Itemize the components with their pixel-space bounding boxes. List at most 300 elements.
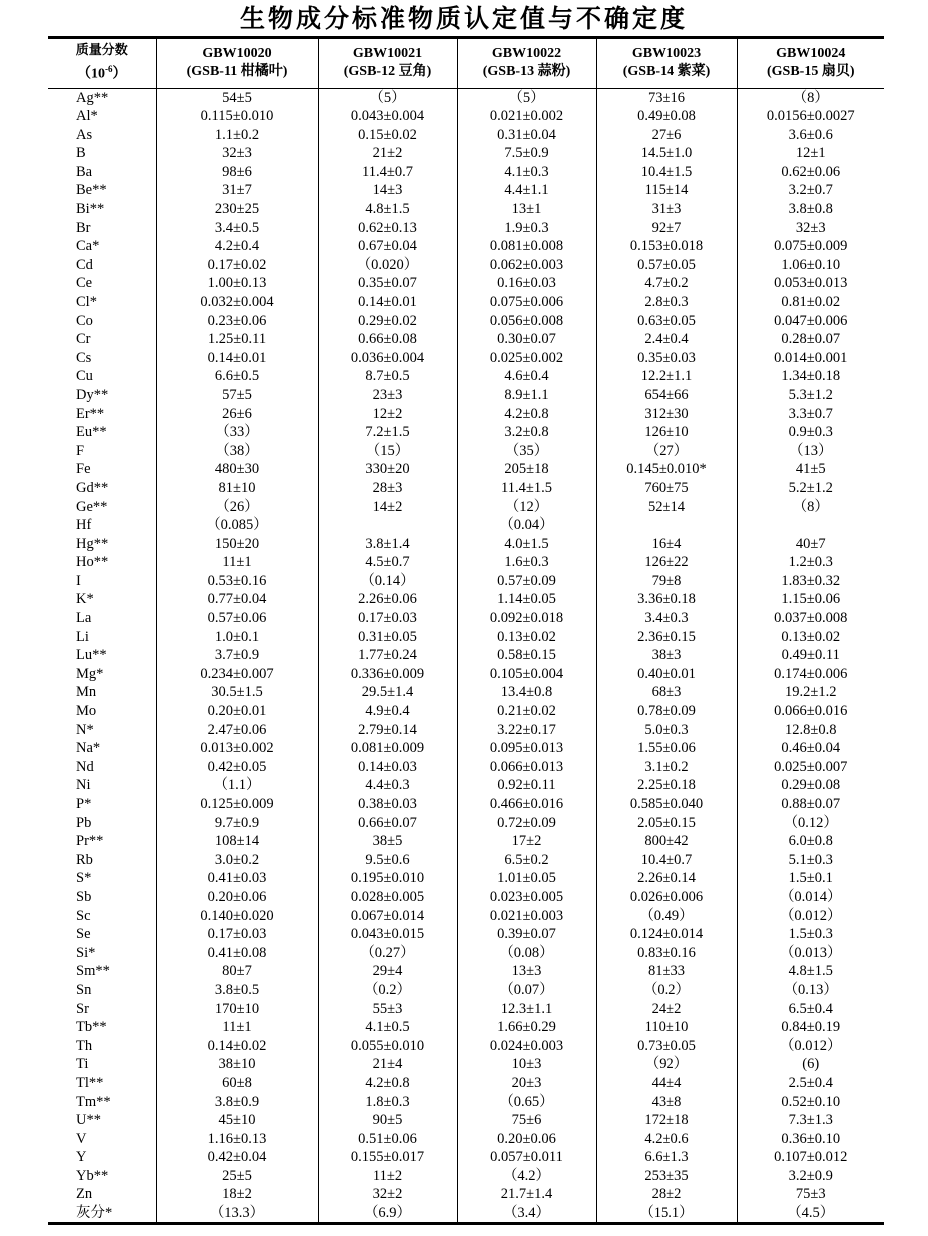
gbw10020-cell: 3.0±0.2: [156, 851, 318, 870]
gbw10022-cell: 1.01±0.05: [457, 869, 596, 888]
gbw10021-cell: 3.8±1.4: [318, 534, 457, 553]
table-row: [48, 218, 884, 237]
gbw10024-cell: （13）: [737, 441, 884, 460]
gbw10020-cell: 0.20±0.01: [156, 702, 318, 721]
gbw10024-cell: 0.9±0.3: [737, 423, 884, 442]
gbw10021-cell: 11±2: [318, 1167, 457, 1186]
table-row: [48, 758, 884, 777]
table-row: [48, 441, 884, 460]
gbw10020-cell: 3.8±0.5: [156, 981, 318, 1000]
gbw10021-cell: 55±3: [318, 999, 457, 1018]
gbw10023-cell: （0.49）: [596, 906, 737, 925]
element-cell: Be**: [76, 182, 107, 199]
gbw10021-cell: [318, 516, 457, 535]
gbw10020-cell: 26±6: [156, 404, 318, 423]
gbw10020-cell: 1.00±0.13: [156, 274, 318, 293]
gbw10023-cell: 110±10: [596, 1018, 737, 1037]
gbw10022-cell: 0.13±0.02: [457, 627, 596, 646]
table-row: [48, 311, 884, 330]
gbw10021-cell: 0.62±0.13: [318, 218, 457, 237]
element-cell: Ag**: [76, 89, 109, 106]
gbw10022-cell: 10±3: [457, 1055, 596, 1074]
gbw10022-cell: 0.31±0.04: [457, 125, 596, 144]
header-gbw10020: [156, 38, 318, 89]
gbw10023-cell: 0.63±0.05: [596, 311, 737, 330]
gbw10021-cell: 2.26±0.06: [318, 590, 457, 609]
element-cell: Rb: [76, 851, 93, 868]
gbw10022-cell: 0.075±0.006: [457, 293, 596, 312]
gbw10021-cell: 4.5±0.7: [318, 553, 457, 572]
element-cell: Er**: [76, 405, 105, 422]
gbw10021-cell: 29.5±1.4: [318, 683, 457, 702]
gbw10023-cell: 4.2±0.6: [596, 1129, 737, 1148]
table-row: [48, 348, 884, 367]
element-cell: Pr**: [76, 833, 104, 850]
table-row: [48, 720, 884, 739]
gbw10021-cell: 38±5: [318, 832, 457, 851]
gbw10022-cell: 0.92±0.11: [457, 776, 596, 795]
gbw10020-cell: 0.140±0.020: [156, 906, 318, 925]
gbw10024-cell: 1.83±0.32: [737, 572, 884, 591]
gbw10024-cell: （0.014）: [737, 888, 884, 907]
gbw10024-cell: 4.8±1.5: [737, 962, 884, 981]
element-cell: Mo: [76, 703, 97, 720]
gbw10024-cell: 0.36±0.10: [737, 1129, 884, 1148]
table-row: [48, 1185, 884, 1204]
gbw10024-cell: 1.5±0.1: [737, 869, 884, 888]
gbw10020-cell: 0.234±0.007: [156, 665, 318, 684]
element-cell: Sc: [76, 907, 91, 924]
table-row: [48, 516, 884, 535]
element-cell: Cu: [76, 368, 93, 385]
gbw10022-cell: 4.2±0.8: [457, 404, 596, 423]
table-row: [48, 1129, 884, 1148]
gbw10022-cell: （0.07）: [457, 981, 596, 1000]
header-gbw10024: [737, 38, 884, 89]
gbw10022-cell: 0.024±0.003: [457, 1036, 596, 1055]
gbw10020-cell: （33）: [156, 423, 318, 442]
gbw10020-cell: 30.5±1.5: [156, 683, 318, 702]
gbw10024-cell: 0.107±0.012: [737, 1148, 884, 1167]
gbw10020-cell: 0.17±0.03: [156, 925, 318, 944]
table-body: [48, 88, 884, 1223]
table-row: [48, 163, 884, 182]
gbw10023-cell: 0.124±0.014: [596, 925, 737, 944]
element-cell: Se: [76, 926, 91, 943]
gbw10020-cell: 45±10: [156, 1111, 318, 1130]
header-sub: (GSB-12 豆角): [343, 63, 432, 79]
gbw10024-cell: （8）: [737, 88, 884, 107]
gbw10024-cell: 5.1±0.3: [737, 851, 884, 870]
header-mass-fraction: [48, 38, 156, 89]
table-row: [48, 1092, 884, 1111]
table-row: [48, 1204, 884, 1224]
gbw10020-cell: 0.125±0.009: [156, 795, 318, 814]
element-cell: Cl*: [76, 293, 97, 310]
gbw10020-cell: 11±1: [156, 553, 318, 572]
gbw10024-cell: 0.037±0.008: [737, 609, 884, 628]
gbw10023-cell: 0.026±0.006: [596, 888, 737, 907]
gbw10022-cell: （0.08）: [457, 943, 596, 962]
gbw10021-cell: 0.29±0.02: [318, 311, 457, 330]
gbw10023-cell: 0.40±0.01: [596, 665, 737, 684]
gbw10023-cell: 24±2: [596, 999, 737, 1018]
gbw10022-cell: 0.095±0.013: [457, 739, 596, 758]
gbw10023-cell: 44±4: [596, 1074, 737, 1093]
element-cell: Hf: [76, 517, 92, 534]
gbw10023-cell: 3.36±0.18: [596, 590, 737, 609]
gbw10024-cell: 0.88±0.07: [737, 795, 884, 814]
table-row: [48, 497, 884, 516]
table-row: [48, 367, 884, 386]
table-row: [48, 423, 884, 442]
table-row: [48, 906, 884, 925]
gbw10020-cell: 0.42±0.04: [156, 1148, 318, 1167]
header-code: GBW10022: [491, 45, 562, 61]
table-row: [48, 925, 884, 944]
gbw10024-cell: 0.0156±0.0027: [737, 107, 884, 126]
table-row: [48, 1167, 884, 1186]
gbw10023-cell: 800±42: [596, 832, 737, 851]
element-cell: Sb: [76, 888, 92, 905]
gbw10023-cell: 79±8: [596, 572, 737, 591]
table-row: [48, 851, 884, 870]
gbw10022-cell: 4.0±1.5: [457, 534, 596, 553]
gbw10021-cell: 0.067±0.014: [318, 906, 457, 925]
gbw10023-cell: （27）: [596, 441, 737, 460]
table-row: [48, 813, 884, 832]
gbw10024-cell: 7.3±1.3: [737, 1111, 884, 1130]
gbw10023-cell: 81±33: [596, 962, 737, 981]
gbw10021-cell: （0.14）: [318, 572, 457, 591]
gbw10021-cell: 4.4±0.3: [318, 776, 457, 795]
gbw10023-cell: 52±14: [596, 497, 737, 516]
element-cell: K*: [76, 591, 94, 608]
gbw10021-cell: 0.31±0.05: [318, 627, 457, 646]
gbw10021-cell: 0.081±0.009: [318, 739, 457, 758]
gbw10021-cell: 0.38±0.03: [318, 795, 457, 814]
element-cell: Fe: [76, 461, 91, 478]
gbw10020-cell: 0.20±0.06: [156, 888, 318, 907]
gbw10020-cell: 230±25: [156, 200, 318, 219]
header-mass-fraction-unit: $(10^{-6})$: [77, 64, 127, 82]
table-row: [48, 107, 884, 126]
gbw10020-cell: 2.47±0.06: [156, 720, 318, 739]
table-row: [48, 627, 884, 646]
gbw10023-cell: 126±22: [596, 553, 737, 572]
gbw10024-cell: 0.52±0.10: [737, 1092, 884, 1111]
table-row: [48, 1036, 884, 1055]
header-code: GBW10021: [352, 45, 423, 61]
gbw10023-cell: 312±30: [596, 404, 737, 423]
gbw10023-cell: 6.6±1.3: [596, 1148, 737, 1167]
gbw10022-cell: 13.4±0.8: [457, 683, 596, 702]
gbw10022-cell: 0.023±0.005: [457, 888, 596, 907]
gbw10022-cell: 0.066±0.013: [457, 758, 596, 777]
gbw10023-cell: 115±14: [596, 181, 737, 200]
reference-values-table: [48, 36, 884, 1225]
element-cell: Ho**: [76, 554, 109, 571]
gbw10023-cell: 172±18: [596, 1111, 737, 1130]
gbw10020-cell: 38±10: [156, 1055, 318, 1074]
gbw10024-cell: (6): [737, 1055, 884, 1074]
header-gbw10023: [596, 38, 737, 89]
gbw10022-cell: 75±6: [457, 1111, 596, 1130]
element-cell: Ca*: [76, 238, 100, 255]
gbw10020-cell: 0.14±0.02: [156, 1036, 318, 1055]
table-row: [48, 981, 884, 1000]
gbw10024-cell: 12.8±0.8: [737, 720, 884, 739]
gbw10022-cell: 0.021±0.002: [457, 107, 596, 126]
element-cell: Li: [76, 628, 89, 645]
element-cell: Na*: [76, 740, 101, 757]
gbw10022-cell: 0.30±0.07: [457, 330, 596, 349]
table-row: [48, 1055, 884, 1074]
gbw10021-cell: 14±2: [318, 497, 457, 516]
table-row: [48, 293, 884, 312]
gbw10023-cell: 0.57±0.05: [596, 256, 737, 275]
table-row: [48, 534, 884, 553]
gbw10021-cell: 0.51±0.06: [318, 1129, 457, 1148]
gbw10022-cell: 205±18: [457, 460, 596, 479]
gbw10024-cell: 1.5±0.3: [737, 925, 884, 944]
gbw10024-cell: （0.13）: [737, 981, 884, 1000]
table-row: [48, 181, 884, 200]
gbw10020-cell: 81±10: [156, 479, 318, 498]
gbw10022-cell: 0.57±0.09: [457, 572, 596, 591]
header-sub: (GSB-11 柑橘叶): [186, 63, 288, 79]
element-cell: Eu**: [76, 424, 107, 441]
gbw10023-cell: 0.585±0.040: [596, 795, 737, 814]
gbw10022-cell: 12.3±1.1: [457, 999, 596, 1018]
element-cell: Ti: [76, 1056, 89, 1073]
header-mass-fraction-label: 质量分数: [75, 43, 128, 58]
table-row: [48, 572, 884, 591]
gbw10022-cell: 11.4±1.5: [457, 479, 596, 498]
table-row: [48, 832, 884, 851]
gbw10024-cell: 3.2±0.7: [737, 181, 884, 200]
gbw10020-cell: 480±30: [156, 460, 318, 479]
header-sub: (GSB-14 紫菜): [622, 63, 711, 79]
gbw10023-cell: [596, 516, 737, 535]
gbw10021-cell: 0.055±0.010: [318, 1036, 457, 1055]
gbw10024-cell: 0.075±0.009: [737, 237, 884, 256]
gbw10021-cell: （15）: [318, 441, 457, 460]
gbw10021-cell: （6.9）: [318, 1204, 457, 1224]
gbw10021-cell: 0.17±0.03: [318, 609, 457, 628]
gbw10024-cell: 6.5±0.4: [737, 999, 884, 1018]
gbw10020-cell: 0.013±0.002: [156, 739, 318, 758]
gbw10020-cell: 0.23±0.06: [156, 311, 318, 330]
gbw10024-cell: （8）: [737, 497, 884, 516]
element-cell: V: [76, 1130, 87, 1147]
gbw10022-cell: 0.057±0.011: [457, 1148, 596, 1167]
gbw10022-cell: 4.6±0.4: [457, 367, 596, 386]
table-row: [48, 1074, 884, 1093]
gbw10024-cell: 0.28±0.07: [737, 330, 884, 349]
gbw10024-cell: （0.12）: [737, 813, 884, 832]
gbw10021-cell: 0.036±0.004: [318, 348, 457, 367]
gbw10020-cell: 6.6±0.5: [156, 367, 318, 386]
gbw10021-cell: （0.27）: [318, 943, 457, 962]
table-row: [48, 1018, 884, 1037]
gbw10022-cell: 0.20±0.06: [457, 1129, 596, 1148]
element-cell: Pb: [76, 814, 92, 831]
gbw10022-cell: （4.2）: [457, 1167, 596, 1186]
gbw10022-cell: （35）: [457, 441, 596, 460]
gbw10023-cell: 3.1±0.2: [596, 758, 737, 777]
gbw10023-cell: 3.4±0.3: [596, 609, 737, 628]
element-cell: Nd: [76, 758, 94, 775]
table-row: [48, 553, 884, 572]
element-cell: Co: [76, 312, 93, 329]
element-cell: Ni: [76, 777, 91, 794]
element-cell: S*: [76, 870, 92, 887]
element-cell: La: [76, 610, 92, 627]
gbw10021-cell: （0.020）: [318, 256, 457, 275]
gbw10024-cell: 0.84±0.19: [737, 1018, 884, 1037]
element-cell: Tl**: [76, 1074, 104, 1091]
gbw10021-cell: 90±5: [318, 1111, 457, 1130]
gbw10021-cell: 8.7±0.5: [318, 367, 457, 386]
gbw10021-cell: （5）: [318, 88, 457, 107]
gbw10022-cell: 8.9±1.1: [457, 386, 596, 405]
table-row: [48, 386, 884, 405]
gbw10024-cell: 41±5: [737, 460, 884, 479]
gbw10020-cell: 18±2: [156, 1185, 318, 1204]
gbw10021-cell: 11.4±0.7: [318, 163, 457, 182]
gbw10022-cell: 0.21±0.02: [457, 702, 596, 721]
table-row: [48, 200, 884, 219]
gbw10023-cell: 2.25±0.18: [596, 776, 737, 795]
gbw10023-cell: 2.26±0.14: [596, 869, 737, 888]
gbw10022-cell: （0.04）: [457, 516, 596, 535]
gbw10022-cell: （0.65）: [457, 1092, 596, 1111]
gbw10022-cell: 0.092±0.018: [457, 609, 596, 628]
gbw10021-cell: 32±2: [318, 1185, 457, 1204]
table-row: [48, 256, 884, 275]
table-row: [48, 888, 884, 907]
gbw10020-cell: 3.4±0.5: [156, 218, 318, 237]
gbw10024-cell: （0.012）: [737, 906, 884, 925]
gbw10021-cell: 21±4: [318, 1055, 457, 1074]
gbw10020-cell: 0.17±0.02: [156, 256, 318, 275]
element-cell: N*: [76, 721, 94, 738]
gbw10022-cell: 1.14±0.05: [457, 590, 596, 609]
page-title: 生物成分标准物质认定值与不确定度: [239, 4, 688, 33]
gbw10023-cell: 73±16: [596, 88, 737, 107]
gbw10020-cell: 98±6: [156, 163, 318, 182]
table-row: [48, 1111, 884, 1130]
gbw10020-cell: 0.032±0.004: [156, 293, 318, 312]
table-row: [48, 646, 884, 665]
gbw10023-cell: 31±3: [596, 200, 737, 219]
element-cell: Ce: [76, 275, 93, 292]
gbw10024-cell: 3.3±0.7: [737, 404, 884, 423]
gbw10023-cell: 28±2: [596, 1185, 737, 1204]
element-cell: Ba: [76, 163, 93, 180]
table-row: [48, 795, 884, 814]
element-cell: Hg**: [76, 535, 109, 552]
gbw10021-cell: 0.043±0.015: [318, 925, 457, 944]
gbw10022-cell: 4.1±0.3: [457, 163, 596, 182]
gbw10023-cell: 16±4: [596, 534, 737, 553]
element-cell: Sn: [76, 981, 92, 998]
gbw10022-cell: 6.5±0.2: [457, 851, 596, 870]
gbw10024-cell: 5.3±1.2: [737, 386, 884, 405]
gbw10020-cell: 80±7: [156, 962, 318, 981]
gbw10020-cell: 0.41±0.08: [156, 943, 318, 962]
gbw10020-cell: 0.77±0.04: [156, 590, 318, 609]
gbw10021-cell: 7.2±1.5: [318, 423, 457, 442]
gbw10024-cell: 0.025±0.007: [737, 758, 884, 777]
gbw10024-cell: 1.2±0.3: [737, 553, 884, 572]
element-cell: Y: [76, 1149, 87, 1166]
element-cell: Br: [76, 219, 91, 236]
element-cell: Gd**: [76, 479, 109, 496]
element-cell: Si*: [76, 944, 96, 961]
gbw10022-cell: （5）: [457, 88, 596, 107]
gbw10022-cell: 7.5±0.9: [457, 144, 596, 163]
gbw10020-cell: 3.8±0.9: [156, 1092, 318, 1111]
gbw10022-cell: 0.16±0.03: [457, 274, 596, 293]
gbw10020-cell: 0.53±0.16: [156, 572, 318, 591]
element-cell: Mg*: [76, 665, 104, 682]
element-cell: Mn: [76, 684, 97, 701]
gbw10023-cell: 12.2±1.1: [596, 367, 737, 386]
header-sub: (GSB-15 扇贝): [767, 63, 855, 79]
gbw10023-cell: 253±35: [596, 1167, 737, 1186]
gbw10024-cell: 12±1: [737, 144, 884, 163]
header-code: GBW10023: [631, 45, 702, 61]
gbw10021-cell: 4.2±0.8: [318, 1074, 457, 1093]
gbw10022-cell: 1.9±0.3: [457, 218, 596, 237]
gbw10022-cell: （3.4）: [457, 1204, 596, 1224]
gbw10020-cell: 60±8: [156, 1074, 318, 1093]
gbw10023-cell: 1.55±0.06: [596, 739, 737, 758]
gbw10024-cell: 3.6±0.6: [737, 125, 884, 144]
gbw10024-cell: 3.8±0.8: [737, 200, 884, 219]
element-cell: Zn: [76, 1186, 93, 1203]
gbw10024-cell: 0.053±0.013: [737, 274, 884, 293]
gbw10024-cell: 40±7: [737, 534, 884, 553]
header-code: GBW10024: [776, 45, 846, 61]
gbw10024-cell: 3.2±0.9: [737, 1167, 884, 1186]
gbw10020-cell: 1.0±0.1: [156, 627, 318, 646]
element-cell: U**: [76, 1112, 101, 1129]
gbw10024-cell: 6.0±0.8: [737, 832, 884, 851]
element-cell: Bi**: [76, 201, 105, 218]
gbw10021-cell: 0.043±0.004: [318, 107, 457, 126]
gbw10023-cell: 43±8: [596, 1092, 737, 1111]
gbw10022-cell: 20±3: [457, 1074, 596, 1093]
gbw10022-cell: 1.6±0.3: [457, 553, 596, 572]
element-cell: Tm**: [76, 1093, 111, 1110]
gbw10023-cell: 27±6: [596, 125, 737, 144]
gbw10022-cell: 13±1: [457, 200, 596, 219]
gbw10021-cell: 4.1±0.5: [318, 1018, 457, 1037]
table-row: [48, 962, 884, 981]
gbw10020-cell: 32±3: [156, 144, 318, 163]
gbw10023-cell: 14.5±1.0: [596, 144, 737, 163]
table-row: [48, 683, 884, 702]
gbw10020-cell: 0.57±0.06: [156, 609, 318, 628]
header-gbw10021: [318, 38, 457, 89]
gbw10021-cell: 0.66±0.08: [318, 330, 457, 349]
table-row: [48, 702, 884, 721]
gbw10023-cell: 92±7: [596, 218, 737, 237]
gbw10024-cell: 0.13±0.02: [737, 627, 884, 646]
